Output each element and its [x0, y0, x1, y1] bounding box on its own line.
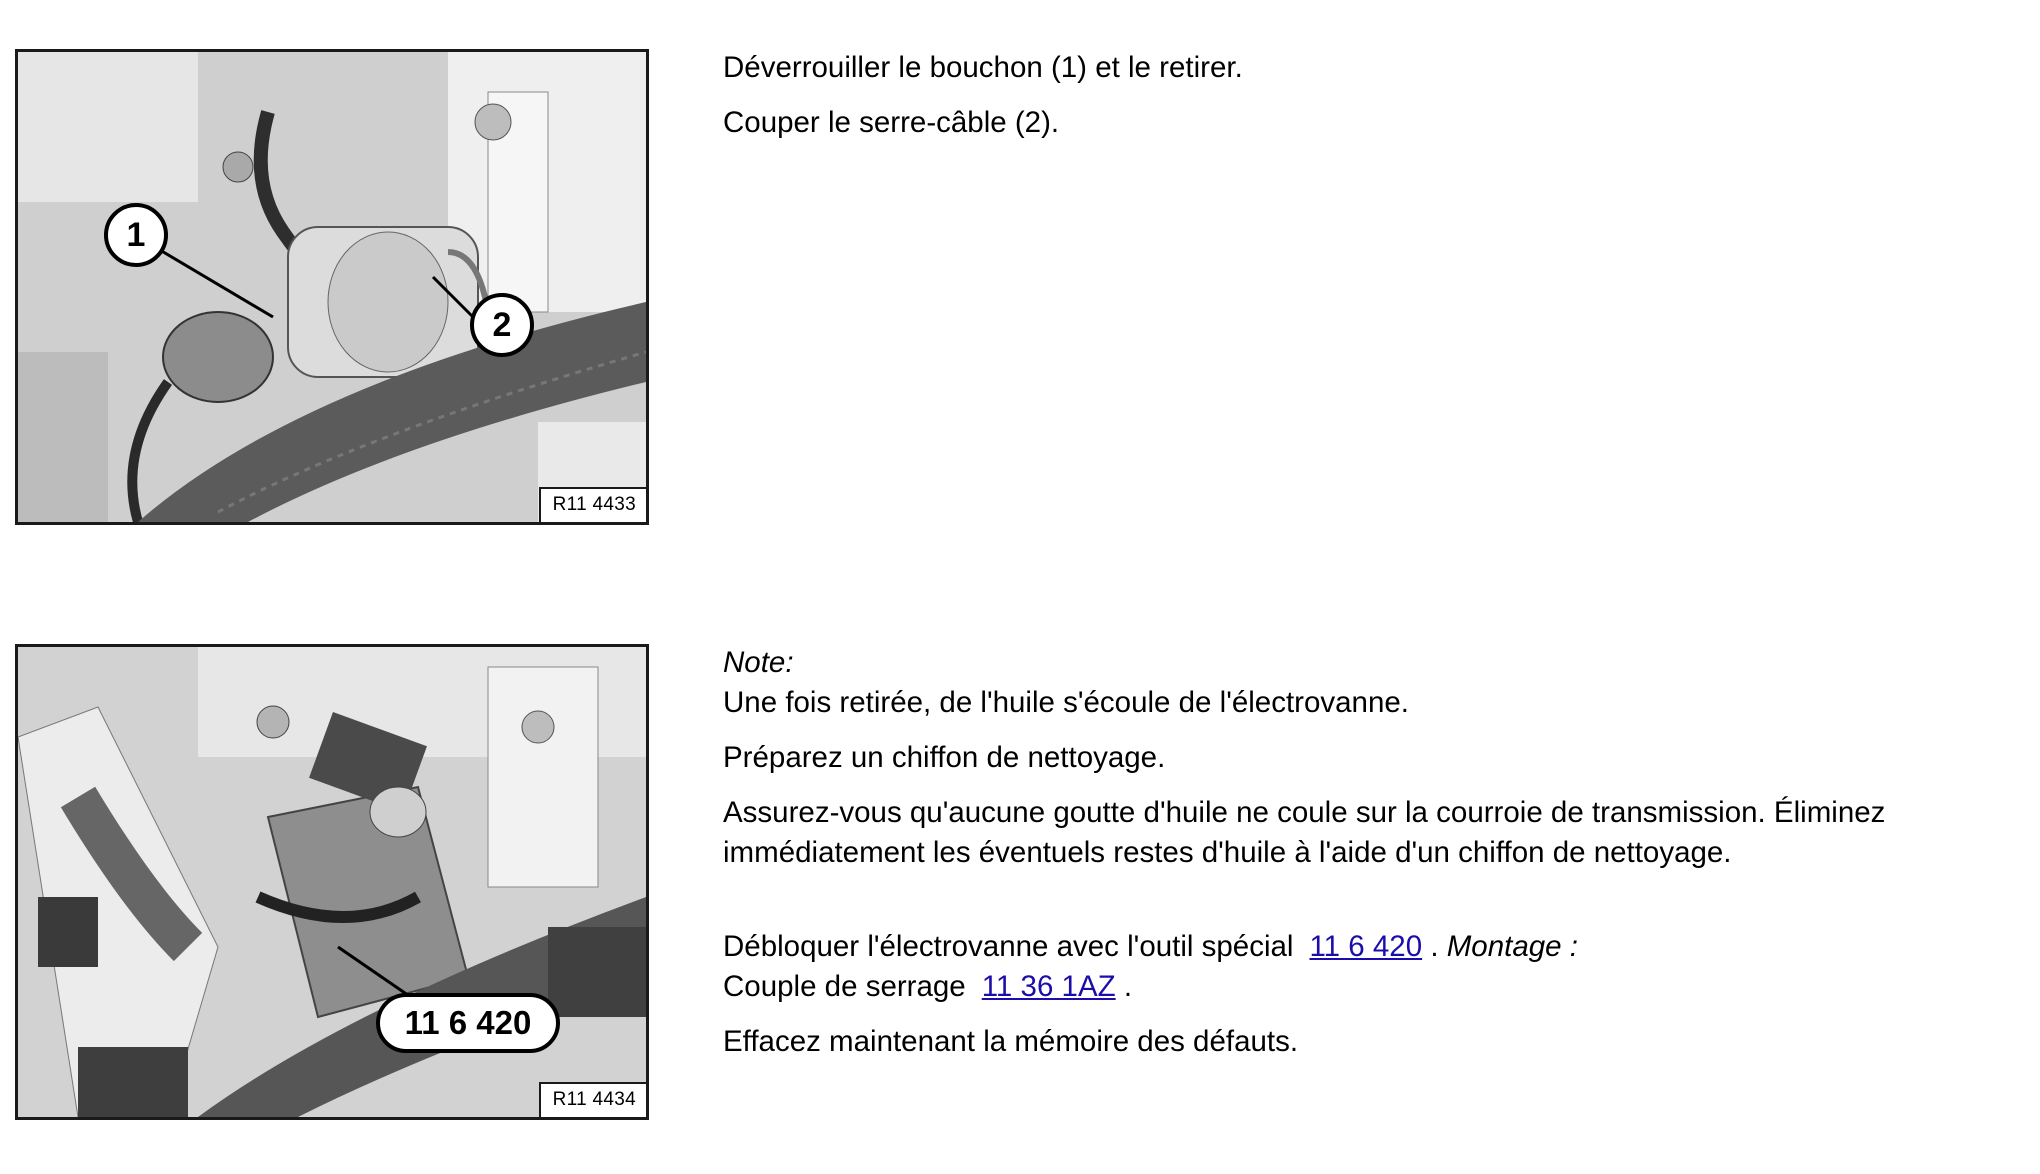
note-label: Note:	[723, 646, 794, 679]
unlock-suffix: .	[1430, 930, 1439, 963]
callout-tool-11-6-420: 11 6 420	[376, 993, 560, 1053]
instruction-clear-fault-memory: Effacez maintenant la mémoire des défauts.	[723, 1025, 1299, 1058]
instruction-unlock-cap: Déverrouiller le bouchon (1) et le retirer.	[723, 51, 1243, 84]
tool-link-11-6-420[interactable]: 11 6 420	[1309, 930, 1423, 963]
step-solenoid-removal	[723, 643, 2023, 1062]
engine-photo-1	[18, 52, 646, 522]
unlock-prefix: Débloquer l'électrovanne avec l'outil spécial	[723, 930, 1294, 963]
instruction-cut-cable-tie: Couper le serre-câble (2).	[723, 106, 1060, 139]
step-cap-removal	[723, 48, 2023, 143]
engine-photo-2	[18, 647, 646, 1117]
torque-link-11-36-1az[interactable]: 11 36 1AZ	[981, 970, 1116, 1003]
torque-prefix: Couple de serrage	[723, 970, 966, 1003]
figure-reference-label: R11 4434	[539, 1082, 646, 1117]
instruction-unlock-solenoid	[723, 927, 2023, 967]
callout-2-label: 2	[492, 306, 512, 344]
instruction-prepare-cloth: Préparez un chiffon de nettoyage.	[723, 741, 1166, 774]
note-text: Une fois retirée, de l'huile s'écoule de l'électrovanne.	[723, 686, 1409, 719]
figure-reference-label: R11 4433	[539, 487, 646, 522]
torque-suffix: .	[1123, 970, 1133, 1003]
figure-solenoid-valve-tool	[15, 644, 649, 1120]
montage-label: Montage :	[1446, 930, 1578, 963]
instruction-torque	[723, 967, 2023, 1007]
callout-1-label: 1	[126, 216, 146, 254]
warning-oil-belt: Assurez-vous qu'aucune goutte d'huile ne coule sur la courroie de transmission. Éliminez immédiatement les éventuels restes d'huile à l'aide d'un chiffon de nettoyage.	[723, 796, 1886, 869]
figure-engine-cap-removal	[15, 49, 649, 525]
